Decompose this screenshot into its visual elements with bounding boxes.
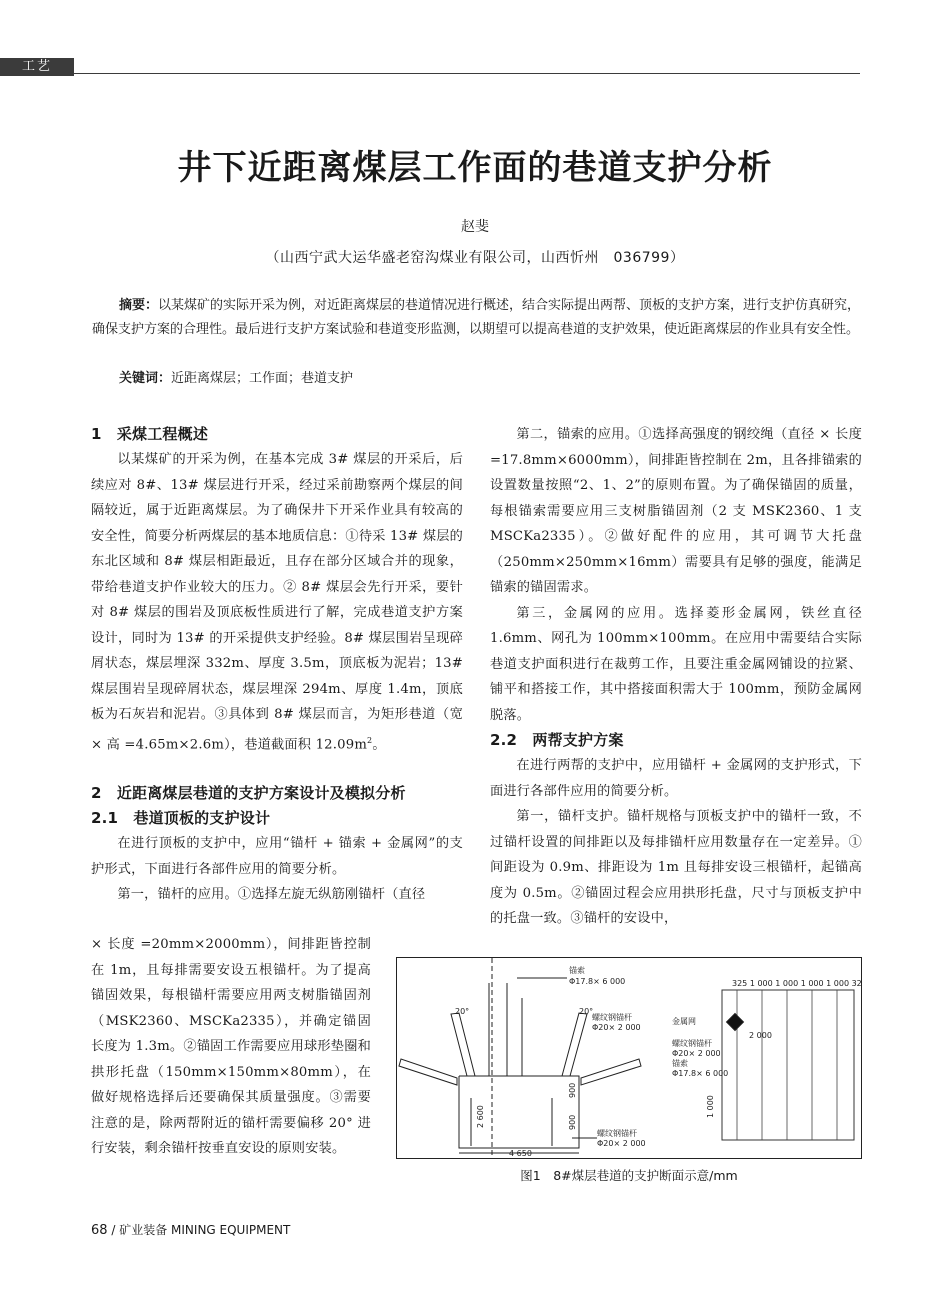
label-side-900b: 900 (568, 1114, 577, 1130)
page-footer (91, 1221, 290, 1238)
label-dim-1000: 1 000 (706, 1095, 715, 1118)
left-column-wrapped (91, 932, 371, 1162)
label-cable-spec-2: Φ17.8× 6 000 (672, 1069, 729, 1078)
abstract-label: 摘要： (119, 298, 159, 313)
keywords (92, 367, 889, 391)
page-number: 68 (91, 1223, 108, 1238)
label-side-900a: 900 (568, 1082, 577, 1098)
section-1-paragraph: 以某煤矿的开采为例，在基本完成 3# 煤层的开采后，后续应对 8#、13# 煤层进行开采，经过采前勘察两个煤层的间隔较近，属于近距离煤层。为了确保井下开采作业具有较高的安全性，简要分析两煤层的基本地质信息：①待采 13# 煤层的东北区域和 8# 煤层相距最近，且存在部分区域合并的现象，带给巷道支护作业较大的压力。② 8# 煤层会先行开采，要针对 8# 煤层的围岩及顶底板性质进行了解，完成巷道支护方案设计，同时为 13# 的开采提供支护经验。8# 煤层围岩呈现碎屑状态，煤层埋深 332m、厚度 3.5m，顶底板为泥岩；13# 煤层围岩呈现碎屑状态，煤层埋深 294m、厚度 1.4m，顶底板为石灰岩和泥岩。③具体到 8# 煤层而言，为矩形巷道（宽 × 高 =4.65m×2.6m），巷道截面积 $12.09m^2$。 (91, 452, 463, 752)
label-angle-right: 20° (579, 1007, 594, 1016)
label-bolt-spec-3: Φ20× 2 000 (672, 1049, 721, 1058)
label-width: 4 650 (509, 1149, 532, 1158)
abstract (92, 294, 862, 342)
label-dim-2000: 2 000 (749, 1031, 772, 1040)
section-2-2-paragraph-2: 第一，锚杆支护。锚杆规格与顶板支护中的锚杆一致，不过锚杆设置的间排距以及每排锚杆应用数量存在一定差异。①间距设为 0.9m、排距设为 1m 且每排安设三根锚杆，起锚高度为 0.5m。②锚固过程会应用拱形托盘，尺寸与顶板支护中的托盘一致。③锚杆的安设中， (490, 809, 862, 926)
label-top-dims: 325 1 000 1 000 1 000 1 000 325 (732, 979, 861, 988)
right-paragraph-1: 第二，锚索的应用。①选择高强度的钢绞绳（直径 × 长度 =17.8mm×6000mm），间排距皆控制在 2m，且各排锚索的设置数量按照“2、1、2”的原则布置。为了确保锚固的质量，每根锚索需要应用三支树脂锚固剂（2 支 MSK2360、1 支 MSCKa2335）。②做好配件的应用，其可调节大托盘（250mm×250mm×16mm）需要具有足够的强度，能满足锚索的锚固需求。 (490, 427, 862, 595)
section-2-heading: 2 近距离煤层巷道的支护方案设计及模拟分析 (91, 784, 406, 803)
label-rebar-bolt: 螺纹钢锚杆 (592, 1013, 632, 1022)
section-2-2-paragraph-1: 在进行两帮的支护中，应用锚杆 + 金属网的支护形式，下面进行各部件应用的简要分析。 (490, 758, 862, 799)
support-section-diagram (397, 958, 861, 1158)
abstract-text: 以某煤矿的实际开采为例，对近距离煤层的巷道情况进行概述，结合实际提出两帮、顶板的支护方案，进行支护仿真研究，确保支护方案的合理性。最后进行支护方案试验和巷道变形监测，以期望可以提高巷道的支护效果，使近距离煤层的作业具有安全性。 (92, 298, 861, 337)
label-angle-left: 20° (455, 1007, 470, 1016)
section-2-1-paragraph-1: 在进行顶板的支护中，应用“锚杆 + 锚索 + 金属网”的支护形式，下面进行各部件应用的简要分析。 (91, 836, 463, 877)
label-bolt-spec: Φ20× 2 000 (592, 1023, 641, 1032)
label-anchor-cable: 锚索 (569, 966, 585, 975)
figure-caption: 图1 8#煤层巷道的支护断面示意/mm (520, 1168, 738, 1183)
keywords-text: 近距离煤层；工作面；巷道支护 (171, 371, 354, 386)
label-rebar-bolt-3: 螺纹钢锚杆 (672, 1039, 712, 1048)
plan-view (722, 990, 854, 1140)
affiliation: （山西宁武大运华盛老窑沟煤业有限公司，山西忻州 036799） (265, 250, 685, 266)
mesh-icon (727, 1014, 744, 1031)
paper-title: 井下近距离煤层工作面的巷道支护分析 (177, 148, 773, 188)
section-2-1-paragraph-2-rest: × 长度 =20mm×2000mm），间排距皆控制在 1m，且每排需要安设五根锚杆。为了提高锚固效果，每根锚杆需要应用两支树脂锚固剂（MSK2360、MSCKa2335），并确定锚固长度为 1.3m。②锚固工作需要应用球形垫圈和拱形托盘（150mm×150mm×80mm），在做好规格选择后还要确保其质量强度。③需要注意的是，除两帮附近的锚杆需要偏移 20° 进行安装，剩余锚杆按垂直安设的原则安装。 (91, 937, 371, 1156)
label-anchor-cable-2: 锚索 (672, 1059, 688, 1068)
side-bolt-left (399, 1059, 457, 1085)
label-bolt-spec-2: Φ20× 2 000 (597, 1139, 646, 1148)
label-rebar-bolt-2: 螺纹钢锚杆 (597, 1129, 637, 1138)
journal-name: / 矿业装备 MINING EQUIPMENT (107, 1223, 291, 1237)
section-2-1-paragraph-2-start: 第一，锚杆的应用。①选择左旋无纵筋刚锚杆（直径 (117, 887, 426, 903)
section-tag: 工艺 (0, 58, 74, 76)
right-paragraph-2: 第三，金属网的应用。选择菱形金属网，铁丝直径 1.6mm、网孔为 100mm×100mm。在应用中需要结合实际巷道支护面积进行在裁剪工作，且要注重金属网铺设的拉紧、铺平和搭接工作，其中搭接面积需大于 100mm，预防金属网脱落。 (490, 605, 862, 723)
keywords-label: 关键词： (119, 371, 172, 386)
label-cable-spec: Φ17.8× 6 000 (569, 977, 626, 986)
left-column (91, 422, 463, 908)
right-column (490, 422, 862, 932)
side-bolt-right (581, 1059, 641, 1085)
section-2-2-heading: 2.2 两帮支护方案 (490, 731, 624, 749)
header-rule (74, 73, 860, 74)
angled-bolt-left (451, 1013, 475, 1076)
figure-1 (396, 957, 862, 1159)
section-1-heading: 1 采煤工程概述 (91, 425, 209, 443)
label-height: 2 600 (476, 1105, 485, 1128)
author: 赵斐 (461, 219, 489, 235)
angled-bolt-right (562, 1013, 587, 1076)
section-2-1-heading: 2.1 巷道顶板的支护设计 (91, 809, 271, 828)
label-metal-mesh: 金属网 (672, 1017, 696, 1026)
